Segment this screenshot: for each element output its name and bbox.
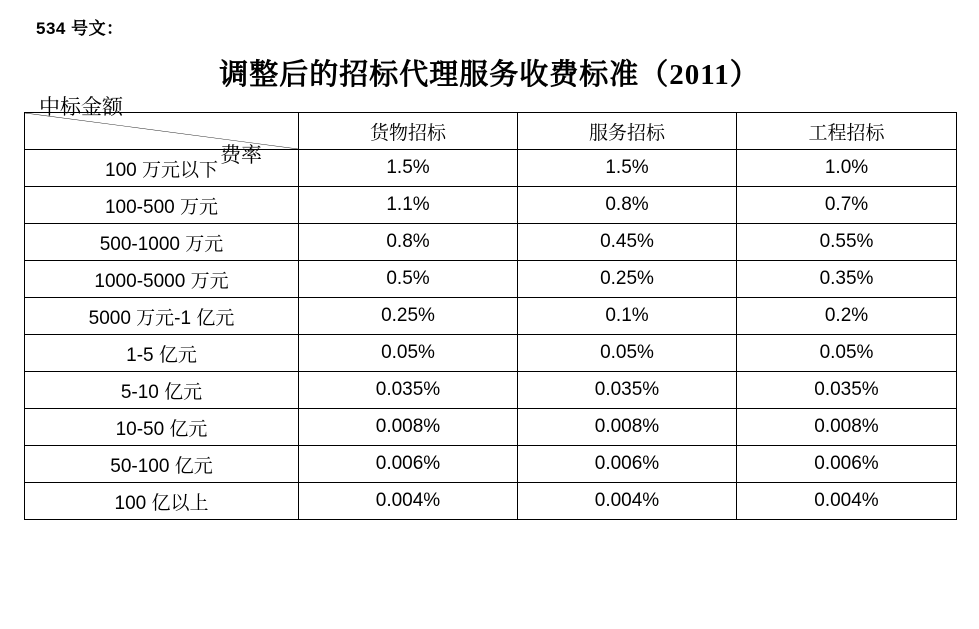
row-label: 5000 万元-1 亿元 [25, 298, 299, 335]
table-row [25, 150, 957, 187]
cell-value: 1.5% [518, 150, 737, 187]
cell-value: 0.006% [518, 446, 737, 483]
cell-value: 0.004% [737, 483, 957, 520]
cell-value: 0.55% [737, 224, 957, 261]
cell-value: 0.2% [737, 298, 957, 335]
cell-value: 0.25% [299, 298, 518, 335]
row-label: 100 万元以下 [25, 150, 299, 187]
column-header-goods: 货物招标 [299, 113, 518, 150]
table-header-row [25, 113, 957, 150]
cell-value: 0.45% [518, 224, 737, 261]
row-label: 500-1000 万元 [25, 224, 299, 261]
cell-value: 0.035% [299, 372, 518, 409]
cell-value: 0.1% [518, 298, 737, 335]
fee-standard-table-container [24, 95, 956, 520]
cell-value: 0.008% [737, 409, 957, 446]
table-row [25, 261, 957, 298]
cell-value: 0.006% [737, 446, 957, 483]
document-reference: 534 号文： [36, 19, 124, 38]
table-row [25, 409, 957, 446]
cell-value: 0.05% [299, 335, 518, 372]
cell-value: 0.004% [518, 483, 737, 520]
row-label: 1000-5000 万元 [25, 261, 299, 298]
cell-value: 0.008% [299, 409, 518, 446]
column-header-engineering: 工程招标 [737, 113, 957, 150]
table-row [25, 483, 957, 520]
cell-value: 0.5% [299, 261, 518, 298]
column-header-service: 服务招标 [518, 113, 737, 150]
cell-value: 0.035% [518, 372, 737, 409]
row-label: 100-500 万元 [25, 187, 299, 224]
table-row [25, 187, 957, 224]
cell-value: 0.006% [299, 446, 518, 483]
cell-value: 0.008% [518, 409, 737, 446]
page-title: 调整后的招标代理服务收费标准（2011） [219, 59, 760, 91]
table-row [25, 335, 957, 372]
fee-standard-table [24, 95, 957, 520]
table-row [25, 224, 957, 261]
cell-value: 0.7% [737, 187, 957, 224]
row-label: 1-5 亿元 [25, 335, 299, 372]
cell-value: 0.8% [518, 187, 737, 224]
row-label: 100 亿以上 [25, 483, 299, 520]
corner-rate-label: 费率 [220, 143, 262, 167]
cell-value: 1.5% [299, 150, 518, 187]
cell-value: 0.004% [299, 483, 518, 520]
row-label: 50-100 亿元 [25, 446, 299, 483]
cell-value: 0.05% [518, 335, 737, 372]
cell-value: 1.1% [299, 187, 518, 224]
cell-value: 0.25% [518, 261, 737, 298]
corner-amount-label: 中标金额 [39, 95, 123, 119]
cell-value: 1.0% [737, 150, 957, 187]
table-row [25, 372, 957, 409]
table-row [25, 446, 957, 483]
cell-value: 0.035% [737, 372, 957, 409]
table-corner-cell [25, 95, 299, 167]
cell-value: 0.05% [737, 335, 957, 372]
cell-value: 0.8% [299, 224, 518, 261]
row-label: 5-10 亿元 [25, 372, 299, 409]
table-row [25, 298, 957, 335]
row-label: 10-50 亿元 [25, 409, 299, 446]
cell-value: 0.35% [737, 261, 957, 298]
